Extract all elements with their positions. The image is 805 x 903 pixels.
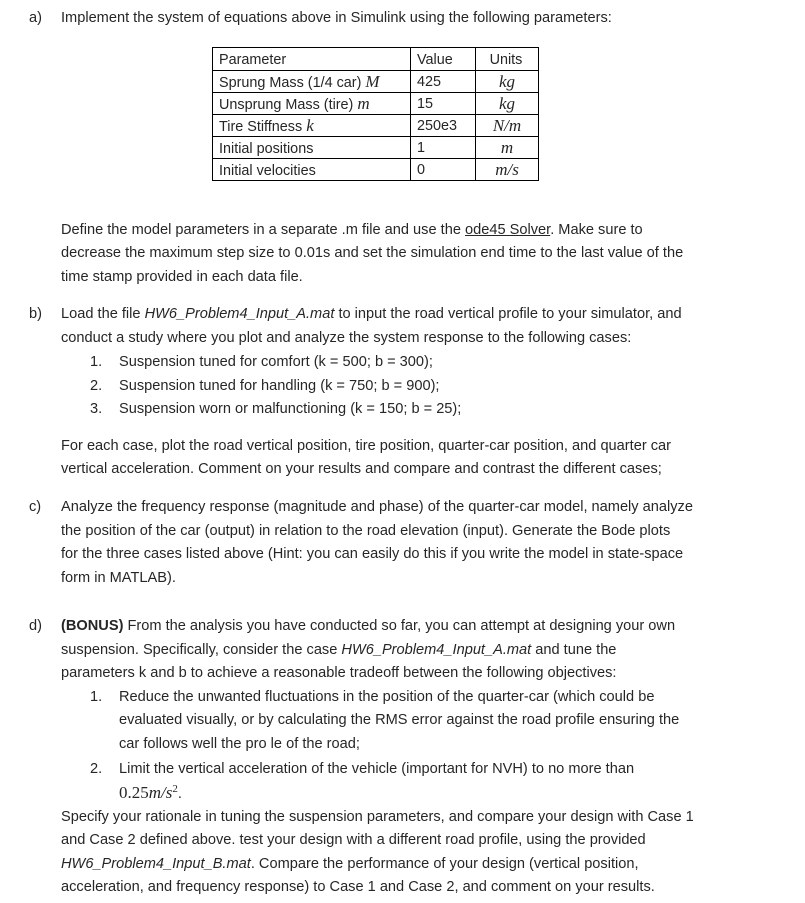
text: . Compare the performance of your design (vertical position, bbox=[250, 856, 639, 872]
unit-cell: kg bbox=[476, 93, 539, 115]
part-b-p2-line1: For each case, plot the road vertical position, tire position, quarter-car position, and quarter car bbox=[61, 438, 672, 454]
part-d-line1 bbox=[61, 618, 675, 634]
text: and tune the bbox=[531, 642, 617, 658]
input-a-filename: HW6_Problem4_Input_A.mat bbox=[341, 642, 532, 658]
text: Load the file bbox=[61, 306, 145, 322]
part-c-line1: Analyze the frequency response (magnitude and phase) of the quarter-car model, namely analyze bbox=[61, 499, 693, 515]
case-number: 2. bbox=[90, 378, 103, 394]
part-d-p-line3 bbox=[61, 856, 639, 872]
value-cell: 1 bbox=[411, 137, 476, 159]
part-a-para-line1 bbox=[61, 222, 643, 238]
objective-number: 1. bbox=[90, 689, 103, 705]
header-units: Units bbox=[476, 48, 539, 71]
table-row bbox=[213, 159, 539, 181]
table-row bbox=[213, 137, 539, 159]
part-d-line3: parameters k and b to achieve a reasonable tradeoff between the following objectives: bbox=[61, 665, 617, 681]
param-cell bbox=[213, 71, 411, 93]
table-header-row bbox=[213, 48, 539, 71]
case-item: Suspension tuned for comfort (k = 500; b = 300); bbox=[119, 354, 433, 370]
part-d-label: d) bbox=[29, 618, 42, 634]
part-b-p2-line2: vertical acceleration. Comment on your results and compare and contrast the different cases; bbox=[61, 461, 662, 477]
bonus-label: (BONUS) bbox=[61, 618, 124, 634]
param-symbol: k bbox=[306, 115, 314, 135]
table-row bbox=[213, 115, 539, 137]
part-c-line4: form in MATLAB). bbox=[61, 570, 176, 586]
part-b-label: b) bbox=[29, 306, 42, 322]
case-item: Suspension worn or malfunctioning (k = 150; b = 25); bbox=[119, 401, 462, 417]
param-symbol: M bbox=[365, 71, 380, 91]
unit-cell: m bbox=[476, 137, 539, 159]
param-name: Unsprung Mass (tire) bbox=[219, 96, 358, 113]
case-item: Suspension tuned for handling (k = 750; b = 900); bbox=[119, 378, 440, 394]
param-cell bbox=[213, 159, 411, 181]
objective-1-line1: Reduce the unwanted fluctuations in the position of the quarter-car (which could be bbox=[119, 689, 655, 705]
param-name: Initial positions bbox=[219, 140, 314, 157]
part-b-line2: conduct a study where you plot and analyze the system response to the following cases: bbox=[61, 330, 632, 346]
objective-1-line2: evaluated visually, or by calculating the RMS error against the road profile ensuring the bbox=[119, 712, 680, 728]
part-c-line2: the position of the car (output) in relation to the road elevation (input). Generate the Bode plots bbox=[61, 523, 671, 539]
param-name: Tire Stiffness bbox=[219, 118, 307, 135]
table-row bbox=[213, 71, 539, 93]
input-a-filename: HW6_Problem4_Input_A.mat bbox=[144, 306, 335, 322]
part-a-intro: Implement the system of equations above in Simulink using the following parameters: bbox=[61, 10, 612, 26]
header-value: Value bbox=[411, 48, 476, 71]
text: Define the model parameters in a separate .m file and use the bbox=[61, 222, 465, 238]
text: to input the road vertical profile to your simulator, and bbox=[334, 306, 682, 322]
limit-unit: m/s bbox=[148, 783, 173, 802]
case-number: 3. bbox=[90, 401, 103, 417]
parameters-table bbox=[212, 47, 539, 181]
part-a-para-line3: time stamp provided in each data file. bbox=[61, 269, 303, 285]
header-parameter: Parameter bbox=[213, 48, 411, 71]
objective-number: 2. bbox=[90, 761, 103, 777]
param-cell bbox=[213, 93, 411, 115]
unit-cell: kg bbox=[476, 71, 539, 93]
param-symbol: m bbox=[357, 93, 370, 113]
text: suspension. Specifically, consider the case bbox=[61, 642, 342, 658]
acceleration-limit bbox=[119, 783, 182, 803]
part-b-line1 bbox=[61, 306, 682, 322]
value-cell: 425 bbox=[411, 71, 476, 93]
param-name: Initial velocities bbox=[219, 162, 316, 179]
part-d-p-line4: acceleration, and frequency response) to Case 1 and Case 2, and comment on your results. bbox=[61, 879, 655, 895]
part-c-label: c) bbox=[29, 499, 42, 515]
value-cell: 250e3 bbox=[411, 115, 476, 137]
text: . Make sure to bbox=[550, 222, 643, 238]
param-name: Sprung Mass (1/4 car) bbox=[219, 74, 366, 91]
objective-2-line1: Limit the vertical acceleration of the vehicle (important for NVH) to no more than bbox=[119, 761, 635, 777]
ode45-solver-link[interactable]: ode45 Solver bbox=[465, 222, 551, 238]
part-d-p-line2: and Case 2 defined above. test your design with a different road profile, using the provided bbox=[61, 832, 646, 848]
param-cell bbox=[213, 115, 411, 137]
objective-1-line3: car follows well the pro le of the road; bbox=[119, 736, 360, 752]
unit-cell: N/m bbox=[476, 115, 539, 137]
limit-exponent: 2 bbox=[172, 783, 178, 796]
limit-value: 0.25 bbox=[119, 783, 149, 802]
part-d-p-line1: Specify your rationale in tuning the suspension parameters, and compare your design with Case 1 bbox=[61, 809, 694, 825]
value-cell: 15 bbox=[411, 93, 476, 115]
text: From the analysis you have conducted so far, you can attempt at designing your own bbox=[123, 618, 676, 634]
param-cell bbox=[213, 137, 411, 159]
part-a-label: a) bbox=[29, 10, 42, 26]
part-a-para-line2: decrease the maximum step size to 0.01s and set the simulation end time to the last value of the bbox=[61, 245, 684, 261]
part-d-line2 bbox=[61, 642, 616, 658]
limit-period: . bbox=[177, 786, 182, 802]
case-number: 1. bbox=[90, 354, 103, 370]
part-c-line3: for the three cases listed above (Hint: you can easily do this if you write the model in state-space bbox=[61, 546, 684, 562]
unit-cell: m/s bbox=[476, 159, 539, 181]
input-b-filename: HW6_Problem4_Input_B.mat bbox=[61, 856, 251, 872]
value-cell: 0 bbox=[411, 159, 476, 181]
table-row bbox=[213, 93, 539, 115]
